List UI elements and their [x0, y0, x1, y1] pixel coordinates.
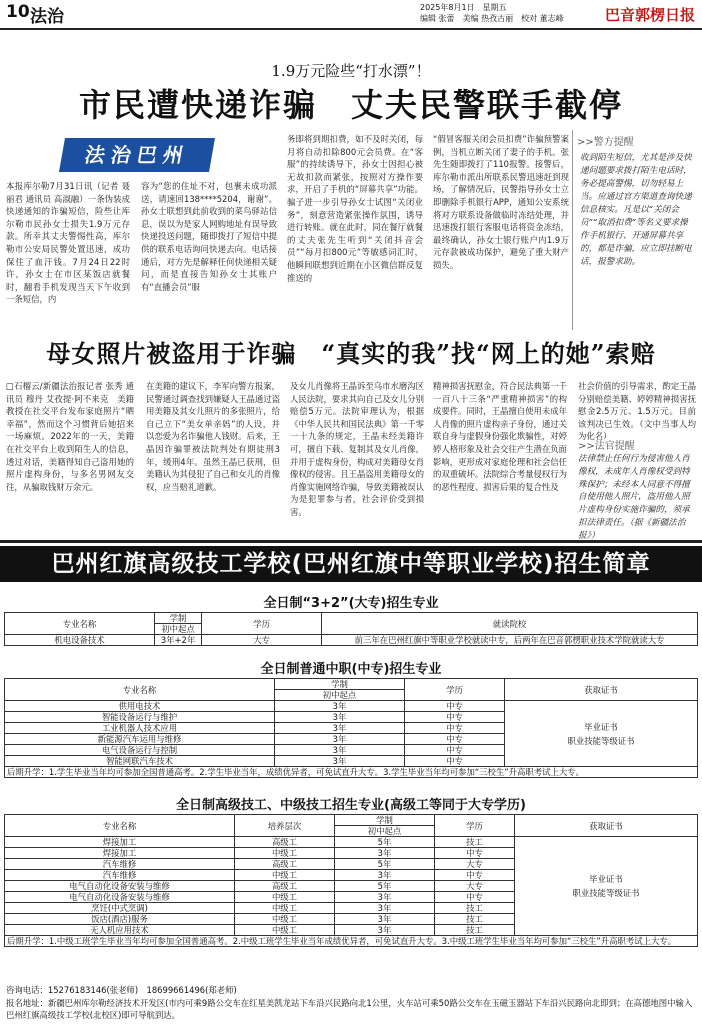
th: 初中起点 — [155, 624, 202, 635]
cell: 高级工 — [235, 859, 335, 870]
police-tip-title: >>警方提醒 — [577, 137, 634, 148]
th: 初中起点 — [275, 690, 405, 701]
cell: 3年 — [335, 925, 435, 936]
section-zhongzhi-title: 全日制普通中职(中专)招生专业 — [260, 662, 442, 677]
cell: 5年 — [335, 837, 435, 848]
judge-tip-body: 法律禁止任何行为侵害他人肖像权，未成年人肖像权受到特殊保护；未经本人同意不得擅自使用他人照片，盗用他人照片虚构身份实施诈骗的，须承担法律责任。（据《新疆法治报》） — [578, 454, 690, 541]
cell: 3年 — [335, 870, 435, 881]
cell: 无人机应用技术 — [5, 925, 235, 936]
th: 专业名称 — [5, 613, 155, 635]
cell: 中专 — [435, 848, 515, 859]
th: 初中起点 — [335, 826, 435, 837]
cell: 智能设备运行与维护 — [5, 712, 275, 723]
header-meta — [420, 2, 600, 24]
cell: 智能网联汽车技术 — [5, 756, 275, 767]
article1-col4: “假冒客服关闭会员扣费”诈骗预警案例，当机立断关闭了妻子的手机。张先生随即拨打了110报警。接警后，库尔勒市派出所联系民警迅速赶到现场，了解情况后，民警指导孙女士立即删除手机银行APP，通知公安系统将对方联系设备做临时冻结处理，并迅速拨打银行客服电话将资金冻结，最终确认，孙女士银行账户内1.9万元存款被成功保护，避免了重大财产损失。 — [433, 134, 569, 270]
cell: 中专 — [405, 745, 505, 756]
cell: 中专 — [435, 892, 515, 903]
table-3plus2 — [4, 612, 698, 646]
cell: 3年 — [275, 745, 405, 756]
cell: 3年 — [335, 903, 435, 914]
cell: 汽车维修 — [5, 870, 235, 881]
cell: 技工 — [435, 914, 515, 925]
th: 学历 — [405, 679, 505, 701]
cell: 技工 — [435, 925, 515, 936]
cell: 电气自动化设备安装与维修 — [5, 892, 235, 903]
th: 学历 — [435, 815, 515, 837]
cell: 3年 — [275, 712, 405, 723]
cert-cell: 毕业证书 职业技能等级证书 — [505, 701, 698, 767]
date: 2025年8月1日 星期五 — [420, 3, 507, 12]
cell: 中专 — [405, 723, 505, 734]
cell: 烹饪(中式烹调) — [5, 903, 235, 914]
cert-cell: 毕业证书 职业技能等级证书 — [515, 837, 698, 936]
editors: 编辑 张蕾 美编 热孜古丽 校对 董志峰 — [420, 14, 564, 23]
page-number: 10 — [6, 2, 30, 22]
address: 报名地址：新疆巴州库尔勒经济技术开发区(市内可乘9路公交车在红星美凯龙站下车沿兴民路向北1公里，火车站可乘50路公交车在玉磁玉器站下车沿兴民路向北即到；在高德地图中输入巴州红旗高级技工学校(北校区)即可导航到达。 — [6, 998, 693, 1020]
cell: 焊接加工 — [5, 837, 235, 848]
cell: 中级工 — [235, 914, 335, 925]
contact-phone: 咨询电话：15276183146(张老师) 18699661496(郑老师) — [6, 985, 237, 995]
cell: 3年 — [335, 914, 435, 925]
cell: 3年+2年 — [155, 635, 202, 646]
article2-col3: 及女儿肖像将王晶诉至乌市水磨沟区人民法院，要求其向自己及女儿分别赔偿5万元。法院审理认为，根据《中华人民共和国民法典》第一千零一十九条的规定，王晶未经美籍许可，擅自下载、复制其及女儿肖像，并用于虚构身份，构成对美籍母女肖像权的侵害。且王晶盗用美籍母女的肖像实施网络诈骗，导致美籍被误认为是犯罪参与者，社会评价受到损害。 — [290, 381, 424, 517]
article1-col1: 本报库尔勒7月31日讯（记者 聂丽君 通讯员 高淑融）一条伪装成快递通知的诈骗短信，险些让库尔勒市民孙女士损失1.9万元存款。所幸其丈夫警惕性高，库尔勒市公安局民警处置迅速，成功保住了血汗钱。7月24日22时许，孙女士在市区某饭店就餐时，翻看手机发现当天下午收到一条短信，内 — [6, 181, 130, 305]
table-jigong — [4, 814, 698, 947]
article2-headline: 母女照片被盗用于诈骗 “真实的我”找“网上的她”索赔 — [46, 339, 656, 368]
cell: 中级工 — [235, 892, 335, 903]
ad-title: 巴州红旗高级技工学校(巴州红旗中等职业学校)招生简章 — [0, 546, 702, 582]
cell: 5年 — [335, 859, 435, 870]
cell: 高级工 — [235, 881, 335, 892]
cell: 饭店(酒店)服务 — [5, 914, 235, 925]
cell: 中专 — [405, 712, 505, 723]
th: 学制 — [155, 613, 202, 624]
table-row — [5, 837, 698, 848]
section-3plus2-title: 全日制“3+2”(大专)招生专业 — [263, 596, 439, 611]
divider — [572, 130, 573, 330]
article2-col1: □石榴云/新疆法治报记者 张秀 通讯员 穆丹 艾孜提·阿不来克 美籍教授在社交平台发布家庭照片“晒幸福”，然而这个习惯背后她招来一场麻烦。2022年的一天，美籍在社交平台上收到陌生人的信息，透过对话，美籍得知自己盗用她的照片虚构身份，与多名男网友交往，从骗取钱财万余元。 — [6, 381, 134, 492]
cell: 3年 — [335, 848, 435, 859]
table-zhongzhi — [4, 678, 698, 778]
cell: 大专 — [435, 859, 515, 870]
article1-headline: 市民遭快递诈骗 丈夫民警联手截停 — [78, 86, 623, 124]
th: 学历 — [202, 613, 322, 635]
th: 专业名称 — [5, 679, 275, 701]
article1-kicker: 1.9万元险些“打水漂”！ — [271, 62, 431, 80]
cell: 3年 — [275, 734, 405, 745]
th: 学制 — [275, 679, 405, 690]
th: 获取证书 — [505, 679, 698, 701]
cell: 中专 — [405, 734, 505, 745]
cell: 中专 — [435, 870, 515, 881]
cell: 电气设备运行与控制 — [5, 745, 275, 756]
th: 学制 — [335, 815, 435, 826]
newspaper-name: 巴音郭楞日报 — [605, 6, 696, 24]
cell: 大专 — [202, 635, 322, 646]
cell: 中专 — [405, 756, 505, 767]
cell: 焊接加工 — [5, 848, 235, 859]
cell: 新能源汽车运用与维修 — [5, 734, 275, 745]
cell: 3年 — [335, 892, 435, 903]
note: 后期升学：1.学生毕业当年均可参加全国普通高考。2.学生毕业当年，成绩优异者，可免试直升大专。3.学生毕业当年均可参加“三校生”升高职考试上大专。 — [5, 767, 698, 778]
cell: 工业机器人技术应用 — [5, 723, 275, 734]
table-row — [5, 701, 698, 712]
article2-col5: 社会价值的引导需求，酌定王晶分别赔偿美籍、婷婷精神损害抚慰金2.5万元、1.5万元。目前该判决已生效。（文中当事人均为化名） — [578, 381, 696, 442]
cell: 前三年在巴州红旗中等职业学校就读中专，后两年在巴音郭楞职业技术学院就读大专 — [322, 635, 698, 646]
cell: 3年 — [275, 756, 405, 767]
th: 就读院校 — [322, 613, 698, 635]
th: 专业名称 — [5, 815, 235, 837]
cell: 大专 — [435, 881, 515, 892]
masthead — [0, 0, 702, 30]
cell: 技工 — [435, 837, 515, 848]
article1-col3: 务即将到期扣费，如不及时关闭，每月将自动扣除800元会员费。在“客服”的持续诱导下，孙女士因担心被无故扣款而紧张，按照对方操作要求，开启了手机的“屏幕共享”功能。骗子进一步引导孙女士试图“关闭业务”，刻意营造紧张操作氛围，诱导进行转账。就在此时，同在餐厅就餐的丈夫张先生听到“关闭抖音会员”“每月扣800元”等敏感词汇时，他瞬间联想到近期在小区微信群反复推送的 — [287, 134, 423, 283]
cell: 中专 — [405, 701, 505, 712]
cell: 供用电技术 — [5, 701, 275, 712]
th: 培养层次 — [235, 815, 335, 837]
judge-tip-title: >>法官提醒 — [578, 441, 635, 452]
section-jigong-title: 全日制高级技工、中级技工招生专业(高级工等同于大专学历) — [176, 798, 526, 813]
column-banner: 法治巴州 — [59, 138, 215, 172]
cell: 3年 — [275, 701, 405, 712]
police-tip-body: 收到陌生短信，尤其是涉及快递问题要求拨打陌生电话时，务必提高警惕，切勿轻易上当。应通过官方渠道查询快递信息核实。凡是以“关闭会员”“取消扣费”等名义要求操作手机银行、开通屏幕共享的，都是诈骗，应立即挂断电话，报警求助。 — [580, 153, 692, 267]
article2-col4: 精神损害抚慰金，符合民法典第一千一百八十三条“严重精神损害”的构成要件。同时，王晶擅自使用未成年人肖像的照片虚构亲子身份，通过关联自身与虚假身份强化欺骗性，对婷婷人格形象及社会交往产生潜在负面影响，更形成对家庭伦理和社会信任的双重破坏。法院综合考量侵权行为的恶性程度、损害后果的复合性及 — [433, 381, 567, 492]
cell: 中级工 — [235, 903, 335, 914]
note: 后期升学：1.中级工班学生毕业当年均可参加全国普通高考。2.中级工班学生毕业当年成绩优异者，可免试直升大专。3.中级工班学生毕业当年均可参加“三校生”升高职考试上大专。 — [5, 936, 698, 947]
cell: 汽车维修 — [5, 859, 235, 870]
section-name: 法治 — [30, 7, 64, 27]
cell: 电气自动化设备安装与维修 — [5, 881, 235, 892]
cell: 5年 — [335, 881, 435, 892]
cell: 高级工 — [235, 837, 335, 848]
cell: 中级工 — [235, 925, 335, 936]
th: 获取证书 — [515, 815, 698, 837]
cell: 机电设备技术 — [5, 635, 155, 646]
article1-col2: 容为“您的住址不对，包裹未成功派送，请速回138****5204，谢谢”。孙女士联想到此前收到的菜鸟驿站信息，误以为是家人网购地址有误导致快递投送问题，随即拨打了短信中提供的联系电话询问快递去向。电话接通后，对方先是解释任何快递相关疑问，而是直接告知孙女士其账户有“直播会员”服 — [141, 181, 277, 292]
article2-col2: 在美籍的建议下，李军向警方报案，民警通过调查找到嫌疑人王晶通过盗用美籍及其女儿照片的多张照片，给自己立下“美女单亲妈”的人设，并以恋爱为名诈骗他人钱财。后来，王晶因诈骗罪被法院判处有期徒刑3年，缓刑4年。虽然王晶已获刑，但美籍认为其侵犯了自己和女儿的肖像权，应当赔礼道歉。 — [146, 381, 280, 492]
cell: 中级工 — [235, 848, 335, 859]
cell: 3年 — [275, 723, 405, 734]
cell: 技工 — [435, 903, 515, 914]
cell: 中级工 — [235, 870, 335, 881]
table-row — [5, 635, 698, 646]
